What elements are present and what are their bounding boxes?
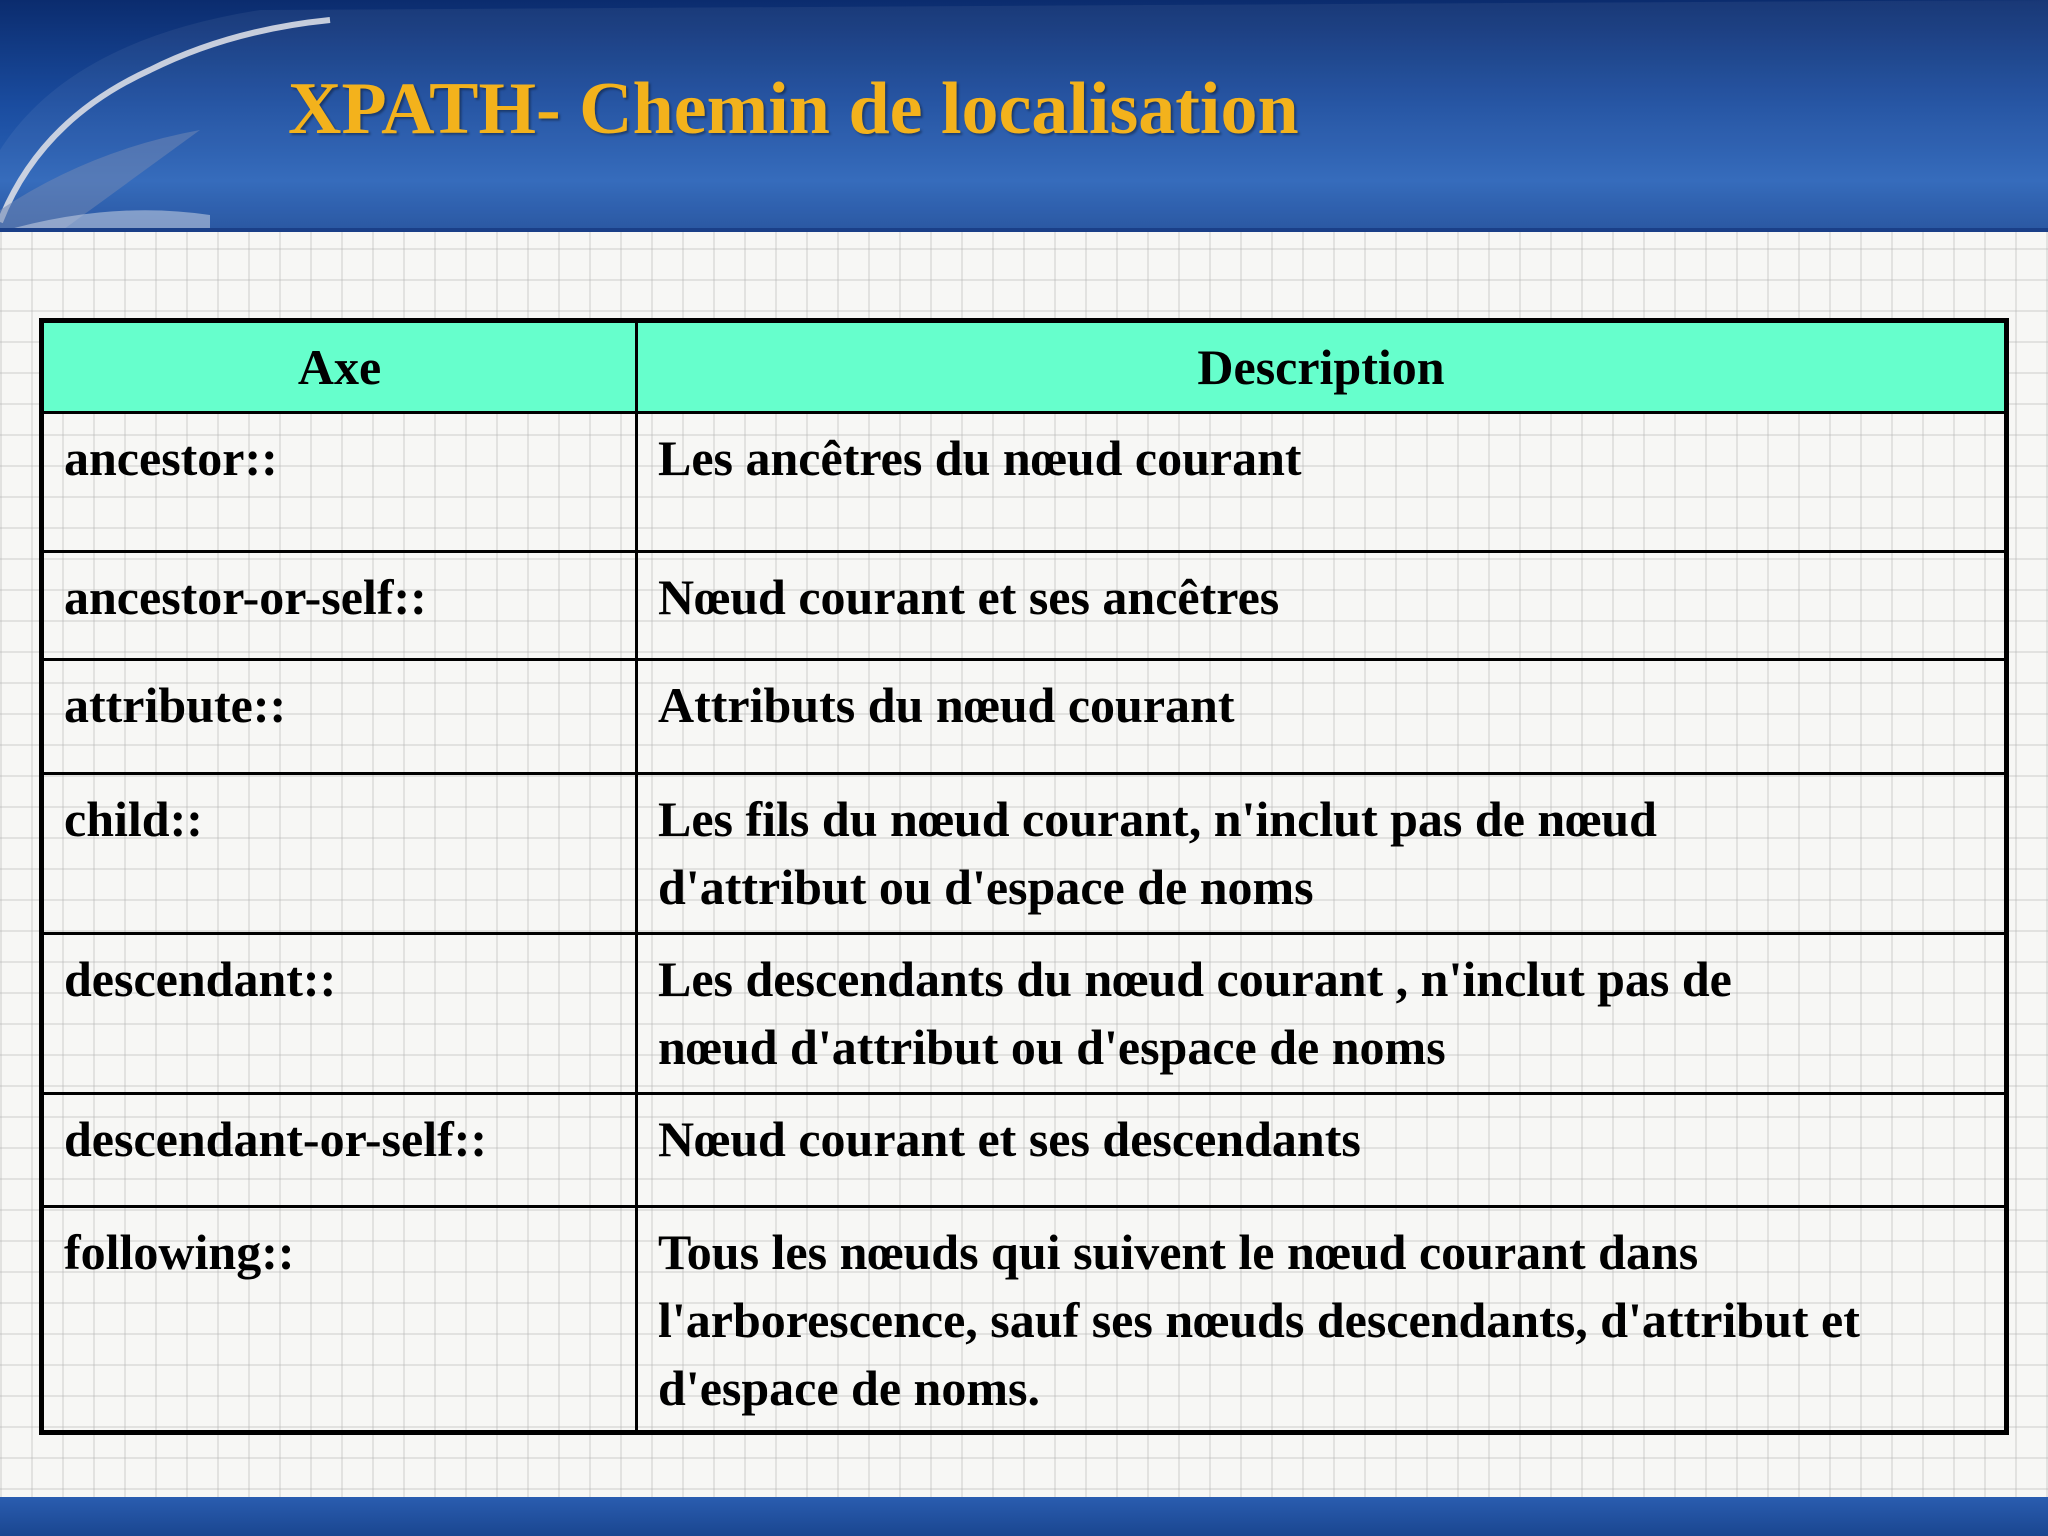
table-row [42, 1207, 2007, 1433]
description-cell: Nœud courant et ses descendants [637, 1094, 2007, 1207]
axis-cell: ancestor-or-self:: [42, 552, 637, 660]
table-row [42, 552, 2007, 660]
description-cell: Les ancêtres du nœud courant [637, 413, 2007, 552]
axis-cell: descendant-or-self:: [42, 1094, 637, 1207]
table-row [42, 774, 2007, 934]
table-row [42, 660, 2007, 774]
slide-footer-band [0, 1497, 2048, 1536]
header-divider [0, 228, 2048, 232]
axis-cell: descendant:: [42, 934, 637, 1094]
xpath-axes-table [39, 318, 2009, 1435]
table-row [42, 1094, 2007, 1207]
column-header-axis: Axe [42, 321, 637, 413]
slide-title: XPATH- Chemin de localisation [288, 68, 1299, 150]
description-cell: Attributs du nœud courant [637, 660, 2007, 774]
description-cell: Tous les nœuds qui suivent le nœud courant dans l'arborescence, sauf ses nœuds descendants, d'attribut et d'espace de noms. [637, 1207, 2007, 1433]
axis-cell: ancestor:: [42, 413, 637, 552]
axis-cell: attribute:: [42, 660, 637, 774]
table-header-row [42, 321, 2007, 413]
axis-cell: child:: [42, 774, 637, 934]
description-cell: Les descendants du nœud courant , n'inclut pas de nœud d'attribut ou d'espace de noms [637, 934, 2007, 1094]
description-cell: Nœud courant et ses ancêtres [637, 552, 2007, 660]
axis-cell: following:: [42, 1207, 637, 1433]
slide-header-band [0, 0, 2048, 232]
description-cell: Les fils du nœud courant, n'inclut pas de nœud d'attribut ou d'espace de noms [637, 774, 2007, 934]
column-header-description: Description [637, 321, 2007, 413]
table-row [42, 413, 2007, 552]
table-row [42, 934, 2007, 1094]
